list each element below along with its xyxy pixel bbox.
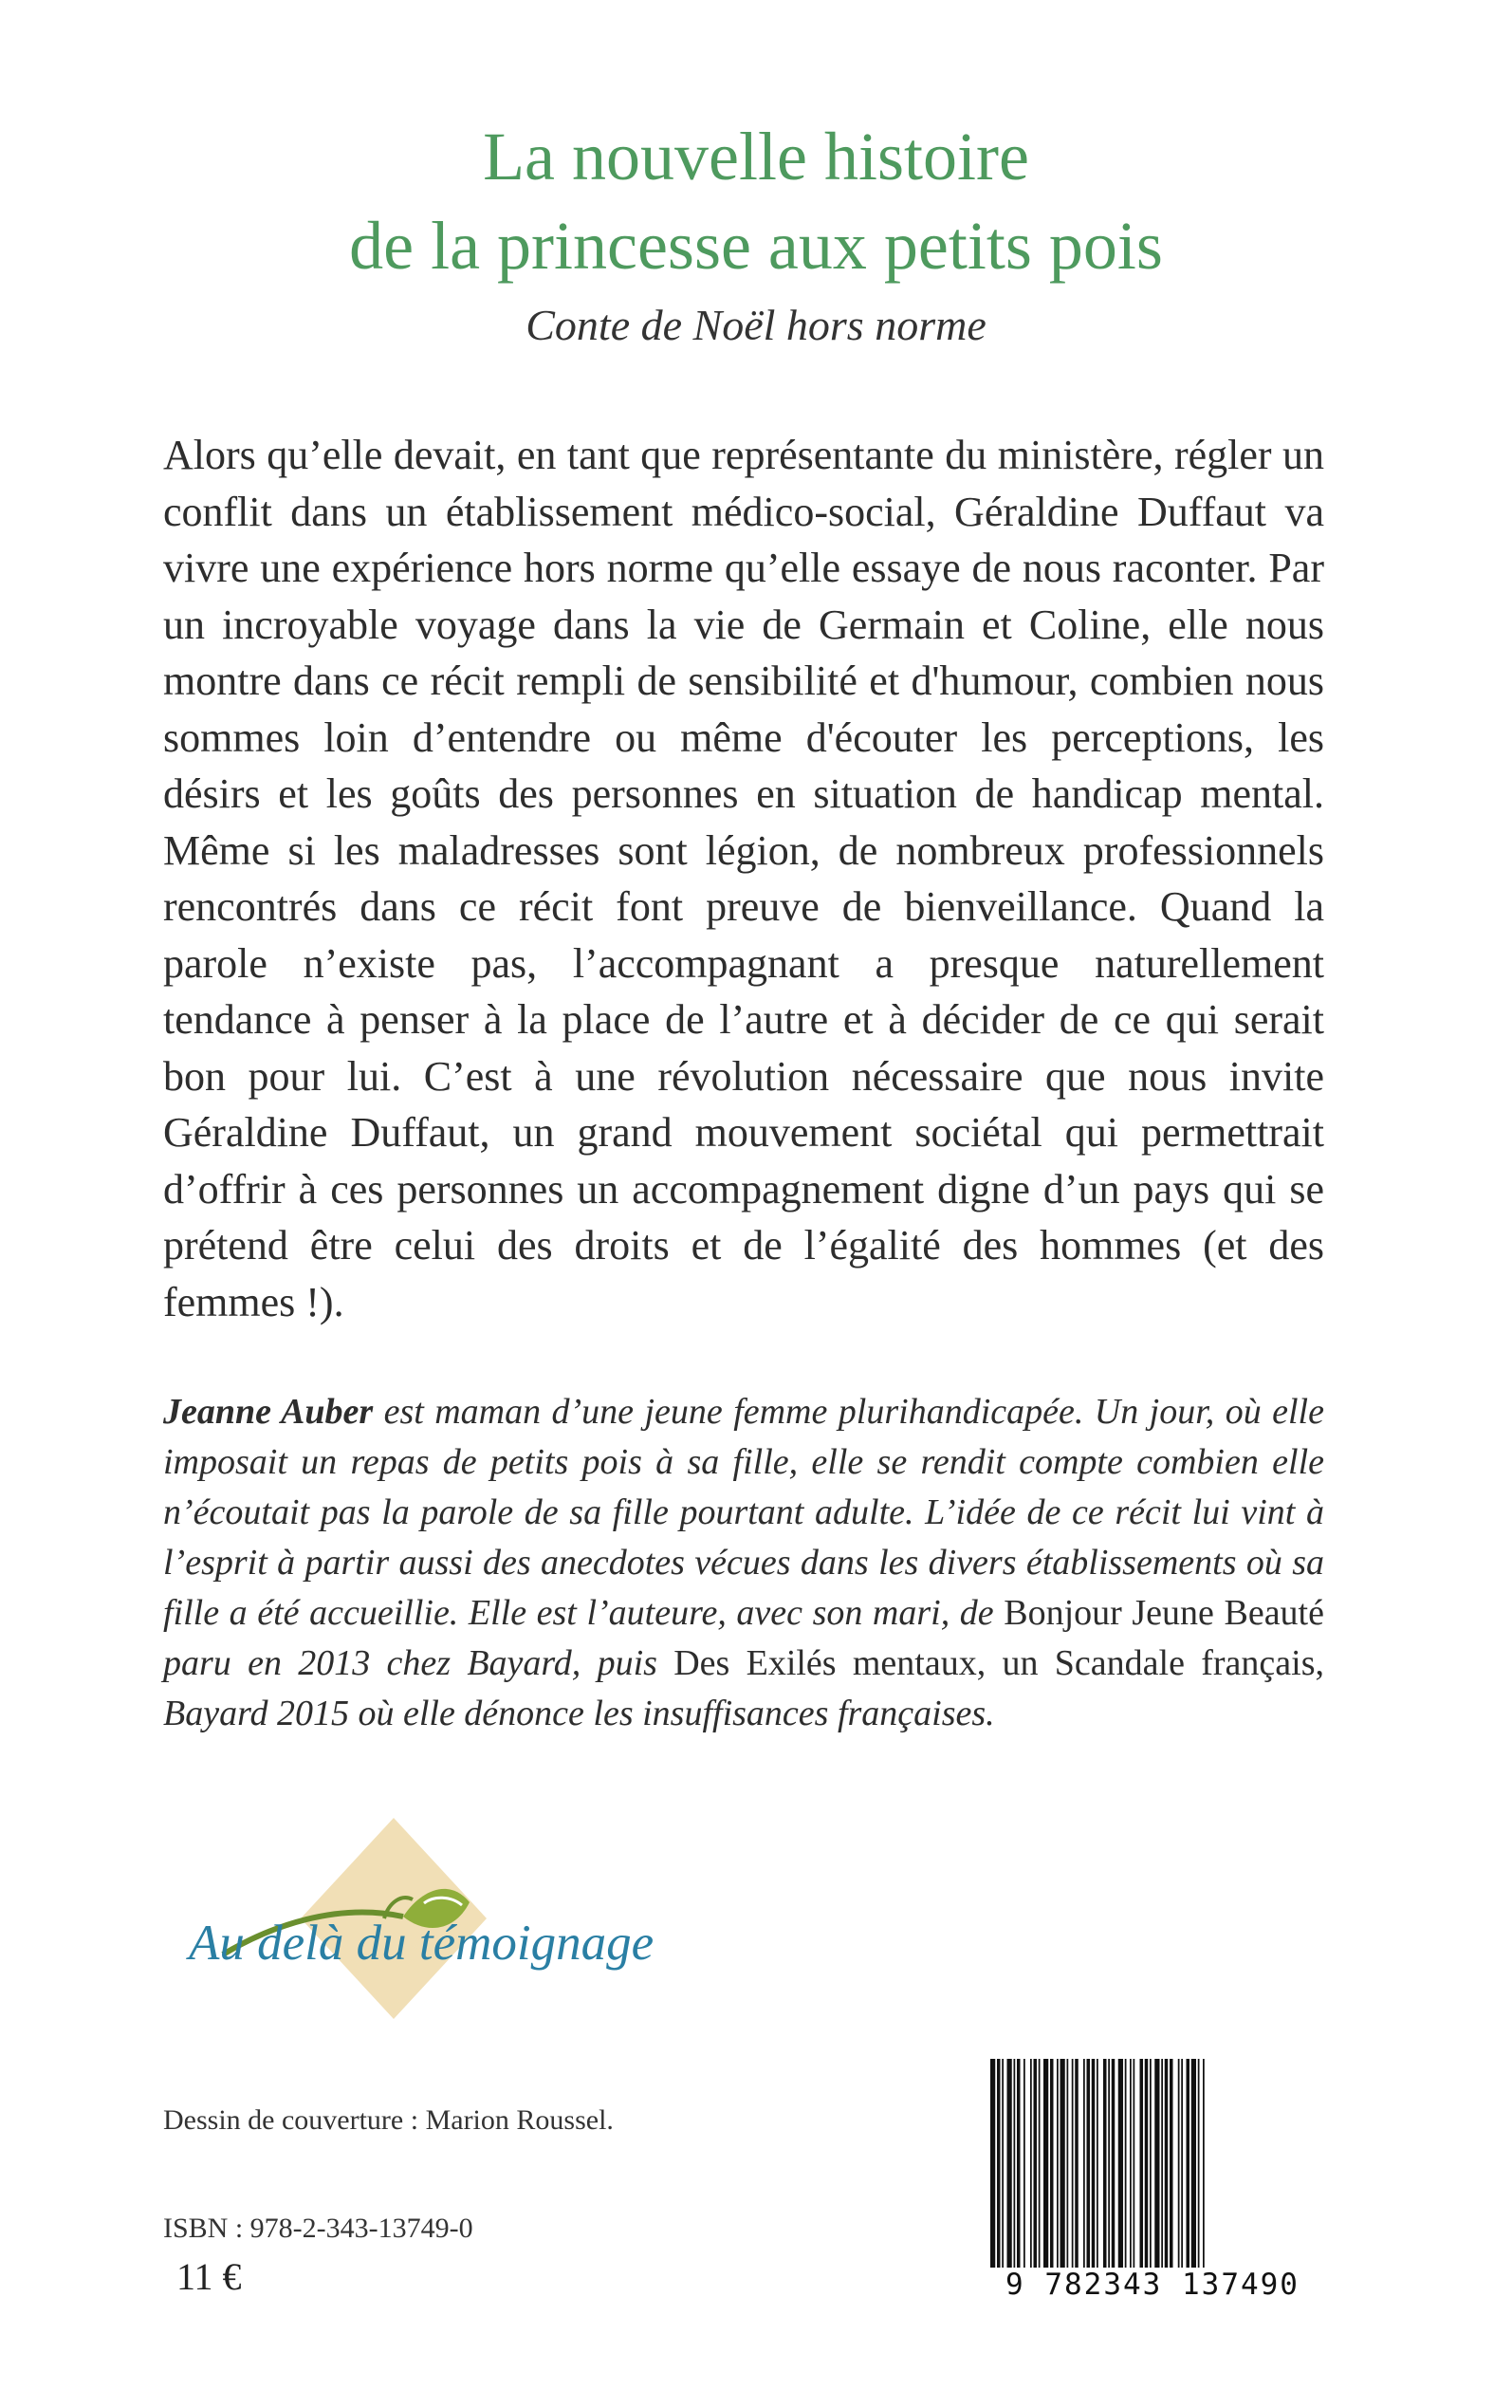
author-name: Jeanne Auber [163, 1392, 374, 1432]
collection-name: Au delà du témoignage [189, 1916, 655, 1971]
cover-credit: Dessin de couverture : Marion Roussel. [163, 2104, 614, 2136]
book-subtitle: Conte de Noël hors norme [526, 301, 986, 349]
barcode-digits: 9 782343 137490 [1005, 2268, 1300, 2302]
bio-text-3: Bayard 2015 où elle dénonce les insuffisances françaises. [163, 1694, 995, 1733]
collection-logo [185, 1812, 678, 2040]
barcode [986, 2059, 1318, 2271]
isbn: ISBN : 978-2-343-13749-0 [163, 2213, 473, 2244]
book-title [0, 112, 1512, 290]
bio-book-title-2: Des Exilés mentaux, un Scandale français, [673, 1643, 1324, 1683]
author-bio [163, 1387, 1324, 1739]
summary-block [163, 427, 1324, 1330]
bio-book-title-1: Bonjour Jeune Beauté [1004, 1593, 1324, 1633]
bio-text-1: est maman d’une jeune femme plurihandicapée. Un jour, où elle imposait un repas de petits pois à sa fille, elle se rendit compte combien elle n’écoutait pas la parole de sa fille pourtant adulte. L’idée de ce récit lui vint à l’esprit à partir aussi des anecdotes vécues dans les divers établissements où sa fille a été accueillie. Elle est l’auteure, avec son mari, de [163, 1392, 1324, 1633]
author-bio-paragraph [163, 1387, 1324, 1739]
bio-text-2: paru en 2013 chez Bayard, puis [163, 1643, 674, 1683]
book-title-line-2: de la princesse aux petits pois [349, 208, 1163, 284]
book-title-line-1: La nouvelle histoire [483, 119, 1029, 194]
summary-paragraph: Alors qu’elle devait, en tant que représentante du ministère, régler un conflit dans un établissement médico-social, Géraldine Duffaut va vivre une expérience hors norme qu’elle essaye de nous raconter. Par un incroyable voyage dans la vie de Germain et Coline, elle nous montre dans ce récit rempli de sensibilité et d'humour, combien nous sommes loin d’entendre ou même d'écouter les perceptions, les désirs et les goûts des personnes en situation de handicap mental. Même si les maladresses sont légion, de nombreux professionnels rencontrés dans ce récit font preuve de bienveillance. Quand la parole n’existe pas, l’accompagnant a presque naturellement tendance à penser à la place de l’autre et à décider de ce qui serait bon pour lui. C’est à une révolution nécessaire que nous invite Géraldine Duffaut, un grand mouvement sociétal qui permettrait d’offrir à ces personnes un accompagnement digne d’un pays qui se prétend être celui des droits et de l’égalité des hommes (et des femmes !). [163, 432, 1324, 1325]
price: 11 € [176, 2255, 242, 2298]
